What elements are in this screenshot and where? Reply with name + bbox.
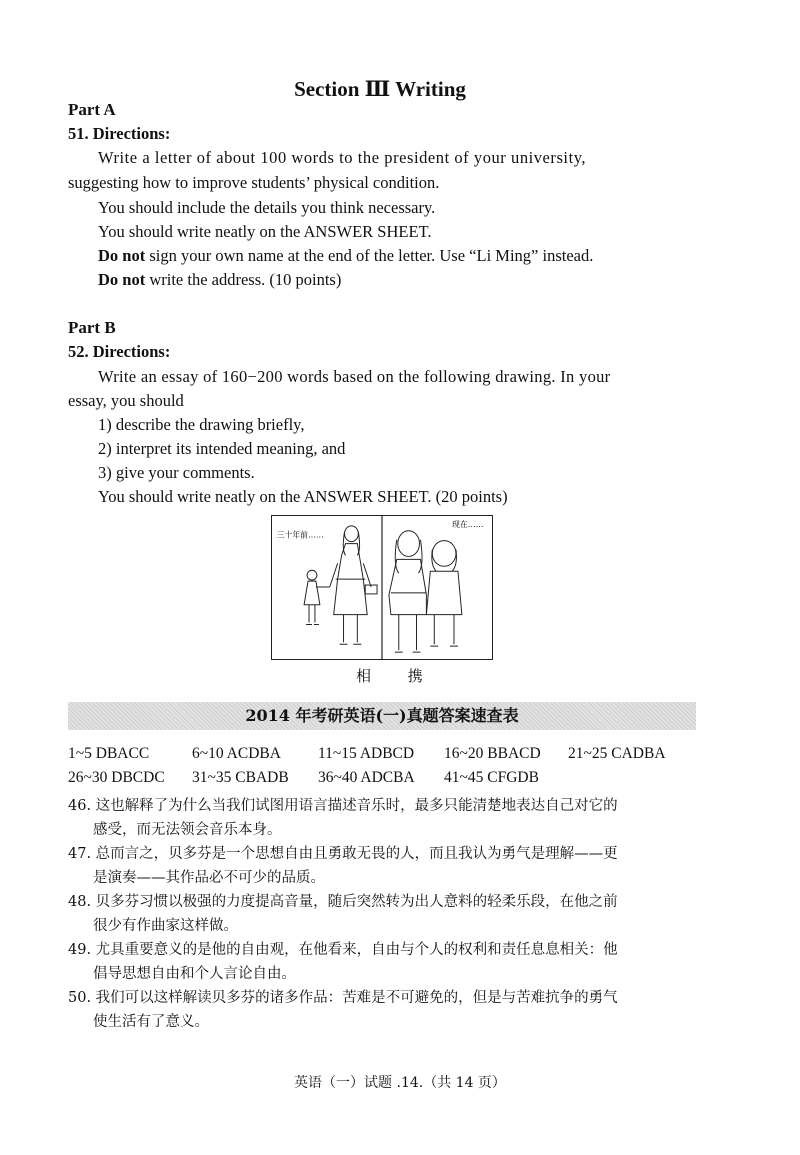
answer-row2-c2: 31~35 CBADB: [192, 769, 289, 786]
translation-47-line2: 是演奏——其作品必不可少的品质。: [93, 870, 325, 886]
question-51-label: 51. Directions:: [68, 124, 171, 143]
answer-row2-c1: 26~30 DBCDC: [68, 769, 165, 786]
child-figure: [304, 570, 330, 624]
part-a-line-6: [98, 270, 341, 290]
part-b-item-2: 2) interpret its intended meaning, and: [98, 439, 346, 458]
drawing-caption: 相 携: [356, 667, 439, 685]
do-not-bold: Do not: [98, 246, 146, 265]
answer-row1-c1: 1~5 DBACC: [68, 745, 150, 762]
part-a-line-2: suggesting how to improve students’ physical condition.: [68, 173, 440, 192]
page-footer: 英语（一）试题 .14.（共 14 页）: [294, 1075, 506, 1091]
answer-row2-c3: 36~40 ADCBA: [318, 769, 415, 786]
part-a-line-5-rest: sign your own name at the end of the letter. Use “Li Ming” instead.: [145, 246, 594, 265]
part-b-line-3: You should write neatly on the ANSWER SHEET. (20 points): [98, 487, 508, 506]
answer-row1-c5: 21~25 CADBA: [568, 745, 666, 762]
answer-table-title: 2014 年考研英语(一)真题答案速查表: [68, 702, 696, 730]
translation-50-line1: 50. 我们可以这样解读贝多芬的诸多作品：苦难是不可避免的，但是与苦难抗争的勇气: [68, 990, 618, 1006]
translation-48-line2: 很少有作曲家这样做。: [93, 918, 238, 934]
part-a-heading: Part A: [68, 100, 116, 119]
part-b-line-2: essay, you should: [68, 391, 184, 410]
answer-row2-c4: 41~45 CFGDB: [444, 769, 539, 786]
question-52-label: 52. Directions:: [68, 342, 171, 361]
translation-46-line1: 46. 这也解释了为什么当我们试图用语言描述音乐时，最多只能清楚地表达自己对它的: [68, 798, 618, 814]
part-a-line-1: Write a letter of about 100 words to the president of your university,: [98, 148, 587, 167]
part-b-item-1: 1) describe the drawing briefly,: [98, 415, 305, 434]
answer-row1-c2: 6~10 ACDBA: [192, 745, 281, 762]
cartoon-drawing: [271, 515, 493, 660]
left-panel-label: 三十年前……: [276, 530, 324, 540]
section-title: Section Ⅲ Writing: [294, 77, 466, 101]
part-b-heading: Part B: [68, 318, 116, 337]
part-b-line-1: Write an essay of 160−200 words based on the following drawing. In your: [98, 367, 611, 386]
part-a-line-4: You should write neatly on the ANSWER SHEET.: [98, 222, 432, 241]
part-a-line-3: You should include the details you think necessary.: [98, 198, 436, 217]
part-a-line-6-rest: write the address. (10 points): [145, 270, 342, 289]
cartoon-illustration: [272, 516, 492, 659]
translation-47-line1: 47. 总而言之，贝多芬是一个思想自由且勇敢无畏的人，而且我认为勇气是理解——更: [68, 846, 618, 862]
elderly-mother-figure: [426, 541, 462, 647]
translation-48-line1: 48. 贝多芬习惯以极强的力度提高音量，随后突然转为出人意料的轻柔乐段，在他之前: [68, 894, 618, 910]
answer-row1-c4: 16~20 BBACD: [444, 745, 541, 762]
translation-46-line2: 感受，而无法领会音乐本身。: [93, 822, 282, 838]
mother-figure: [330, 526, 377, 644]
do-not-bold-2: Do not: [98, 270, 146, 289]
part-b-item-3: 3) give your comments.: [98, 463, 255, 482]
part-a-line-5: [98, 246, 593, 266]
translation-49-line2: 倡导思想自由和个人言论自由。: [93, 966, 296, 982]
translation-49-line1: 49. 尤具重要意义的是他的自由观，在他看来，自由与个人的权利和责任息息相关：他: [68, 942, 618, 958]
daughter-figure: [389, 531, 426, 652]
answer-row1-c3: 11~15 ADBCD: [318, 745, 415, 762]
translation-50-line2: 使生活有了意义。: [93, 1014, 209, 1030]
right-panel-label: 现在……: [452, 519, 484, 529]
